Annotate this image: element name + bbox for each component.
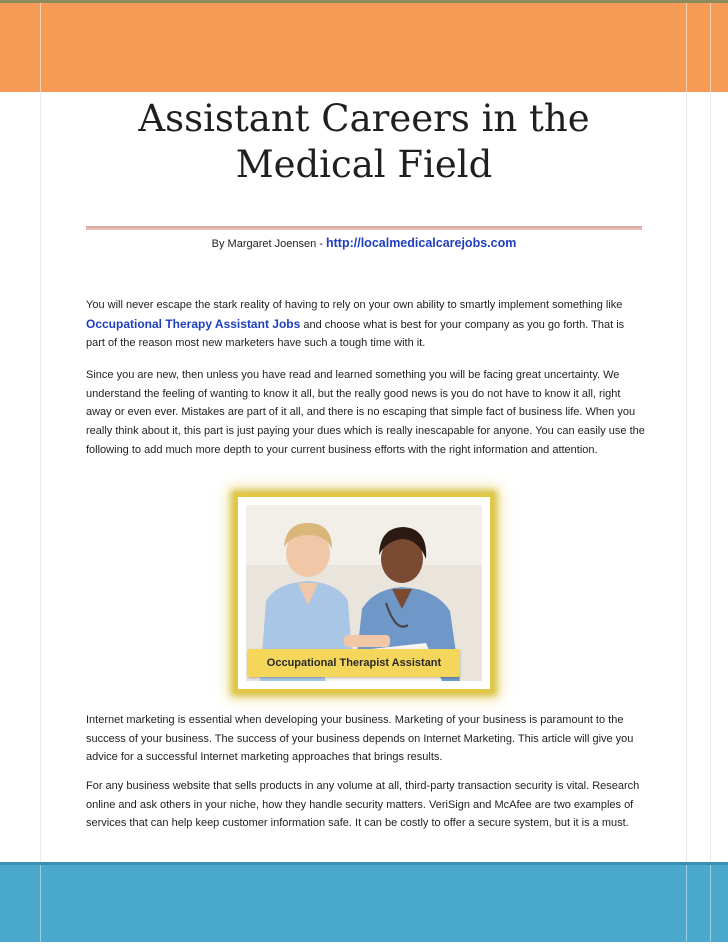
paragraph-text: and choose what is best for your company as you go forth. That is part of the reason most new marketers have such a tough time with it. [86, 318, 625, 350]
byline [80, 236, 648, 250]
margin-rule [710, 92, 711, 862]
paragraph-1 [86, 296, 646, 353]
document-title: Assistant Careers in the Medical Field [138, 97, 590, 186]
band-divider [686, 865, 687, 945]
paragraph-text: You will never escape the stark reality of having to rely on your own ability to smartly implement something like [86, 299, 623, 311]
byline-author: By Margaret Joensen - [211, 238, 326, 250]
band-divider [710, 865, 711, 945]
footer-band [0, 862, 728, 942]
margin-rule [686, 92, 687, 862]
byline-link[interactable]: http://localmedicalcarejobs.com [326, 236, 517, 250]
paragraph-3: Internet marketing is essential when developing your business. Marketing of your business is paramount to the success of your business. The success of your business depends on Internet Marketing. This article will give you advice for a successful Internet marketing approaches that brings results. [86, 714, 634, 764]
image-caption: Occupational Therapist Assistant [248, 649, 460, 677]
band-divider [40, 865, 41, 945]
margin-rule [40, 92, 41, 862]
paragraph-2: Since you are new, then unless you have read and learned something you will be facing great uncertainty. We understand the feeling of wanting to know it all, but the really good news is you do not have to know it all, right away or even ever. Mistakes are part of it all, and there is no escaping that simple fact of business life. When you really think about it, this part is just paying your dues which is really inescapable for anyone. You can easily use the following to add much more depth to your current business efforts with the right information and attention. [86, 369, 645, 456]
band-divider [40, 3, 41, 95]
title-divider [86, 226, 642, 230]
article-image [234, 493, 494, 693]
band-divider [686, 3, 687, 95]
band-divider [710, 3, 711, 95]
paragraph-4: For any business website that sells products in any volume at all, third-party transaction security is vital. Research online and ask others in your niche, how they handle security matters. VeriSign and McAfee are two examples of services that can help keep customer information safe. It can be costly to offer a secure system, but it is a must. [86, 780, 640, 830]
occupational-therapy-link[interactable]: Occupational Therapy Assistant Jobs [86, 316, 301, 331]
header-band [0, 0, 728, 92]
